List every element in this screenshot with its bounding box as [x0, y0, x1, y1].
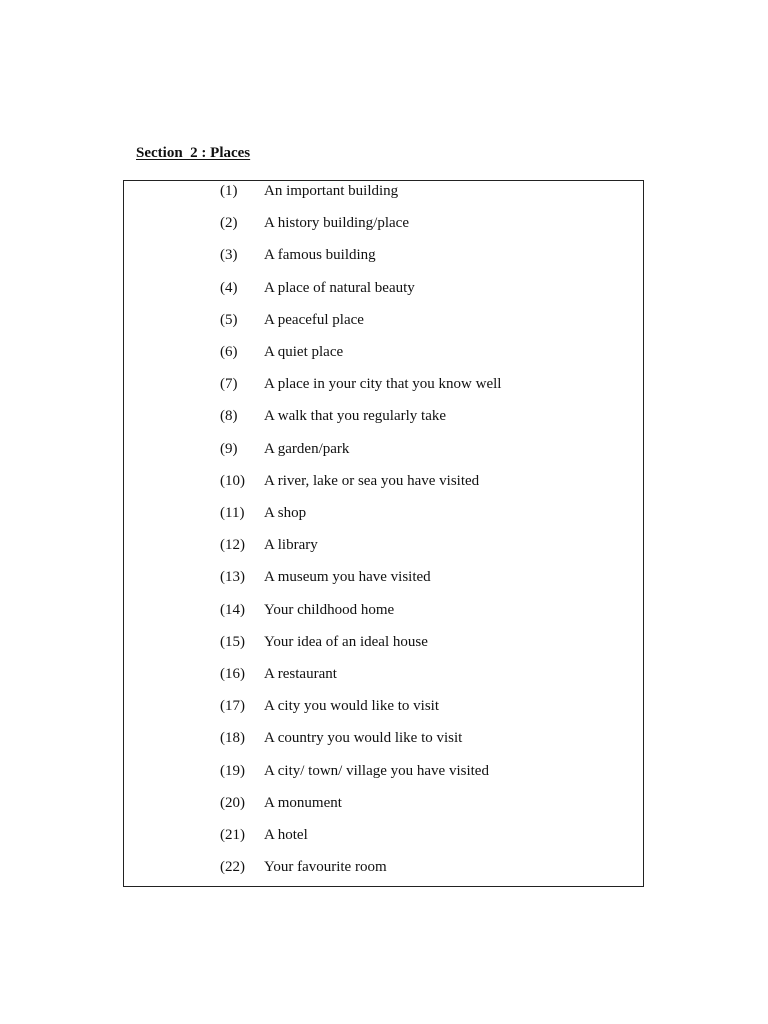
item-text: Your idea of an ideal house [264, 633, 428, 650]
item-number: (5) [220, 311, 238, 328]
list-item [124, 761, 643, 781]
places-list-box [123, 180, 644, 887]
list-item [124, 342, 643, 362]
list-item [124, 793, 643, 813]
item-text: A garden/park [264, 440, 350, 457]
item-text: A shop [264, 505, 307, 521]
item-number: (20) [220, 794, 245, 811]
list-item [124, 567, 643, 587]
item-number: (3) [220, 247, 238, 264]
list-item [124, 278, 643, 298]
list-item [124, 181, 643, 201]
list-item [124, 245, 643, 265]
item-number: (16) [220, 666, 245, 682]
item-text: Your childhood home [264, 601, 395, 618]
item-text: An important building [264, 183, 399, 199]
item-number: (22) [220, 859, 245, 876]
item-number: (18) [220, 730, 245, 747]
item-text: A famous building [264, 247, 376, 264]
item-text: A place of natural beauty [264, 279, 415, 296]
item-number: (1) [220, 183, 238, 199]
item-number: (2) [220, 215, 238, 232]
item-text: A city/ town/ village you have visited [264, 762, 489, 779]
item-number: (9) [220, 440, 238, 457]
item-number: (10) [220, 472, 245, 489]
list-item [124, 406, 643, 426]
list-item [124, 503, 643, 523]
item-number: (4) [220, 279, 238, 296]
list-item [124, 471, 643, 491]
item-text: A country you would like to visit [264, 730, 463, 747]
item-number: (12) [220, 537, 245, 554]
item-text: Your favourite room [264, 859, 387, 876]
item-number: (13) [220, 569, 245, 586]
list-item [124, 696, 643, 716]
item-number: (17) [220, 698, 245, 715]
item-text: A museum you have visited [264, 569, 431, 586]
item-text: A city you would like to visit [264, 698, 439, 715]
list-item [124, 213, 643, 233]
list-item [124, 857, 643, 877]
list-item [124, 632, 643, 652]
item-number: (15) [220, 633, 245, 650]
item-text: A place in your city that you know well [264, 376, 502, 393]
item-number: (8) [220, 408, 238, 425]
item-number: (19) [220, 762, 245, 779]
item-text: A peaceful place [264, 311, 364, 328]
item-number: (6) [220, 344, 238, 360]
item-text: A history building/place [264, 215, 409, 232]
list-item [124, 728, 643, 748]
list-item [124, 825, 643, 845]
item-text: A library [264, 537, 318, 554]
list-item [124, 310, 643, 330]
item-text: A walk that you regularly take [264, 408, 447, 425]
item-text: A river, lake or sea you have visited [264, 472, 480, 489]
item-text: A monument [264, 794, 342, 811]
item-number: (14) [220, 601, 245, 618]
section-title: Section 2 : Places [136, 145, 251, 161]
item-number: (21) [220, 827, 245, 843]
list-item [124, 535, 643, 555]
list-item [124, 374, 643, 394]
list-item [124, 439, 643, 459]
item-text: A hotel [264, 827, 308, 843]
item-number: (7) [220, 376, 238, 393]
list-item [124, 600, 643, 620]
item-number: (11) [220, 505, 245, 521]
list-item [124, 664, 643, 684]
item-text: A restaurant [264, 666, 337, 682]
item-text: A quiet place [264, 344, 344, 360]
